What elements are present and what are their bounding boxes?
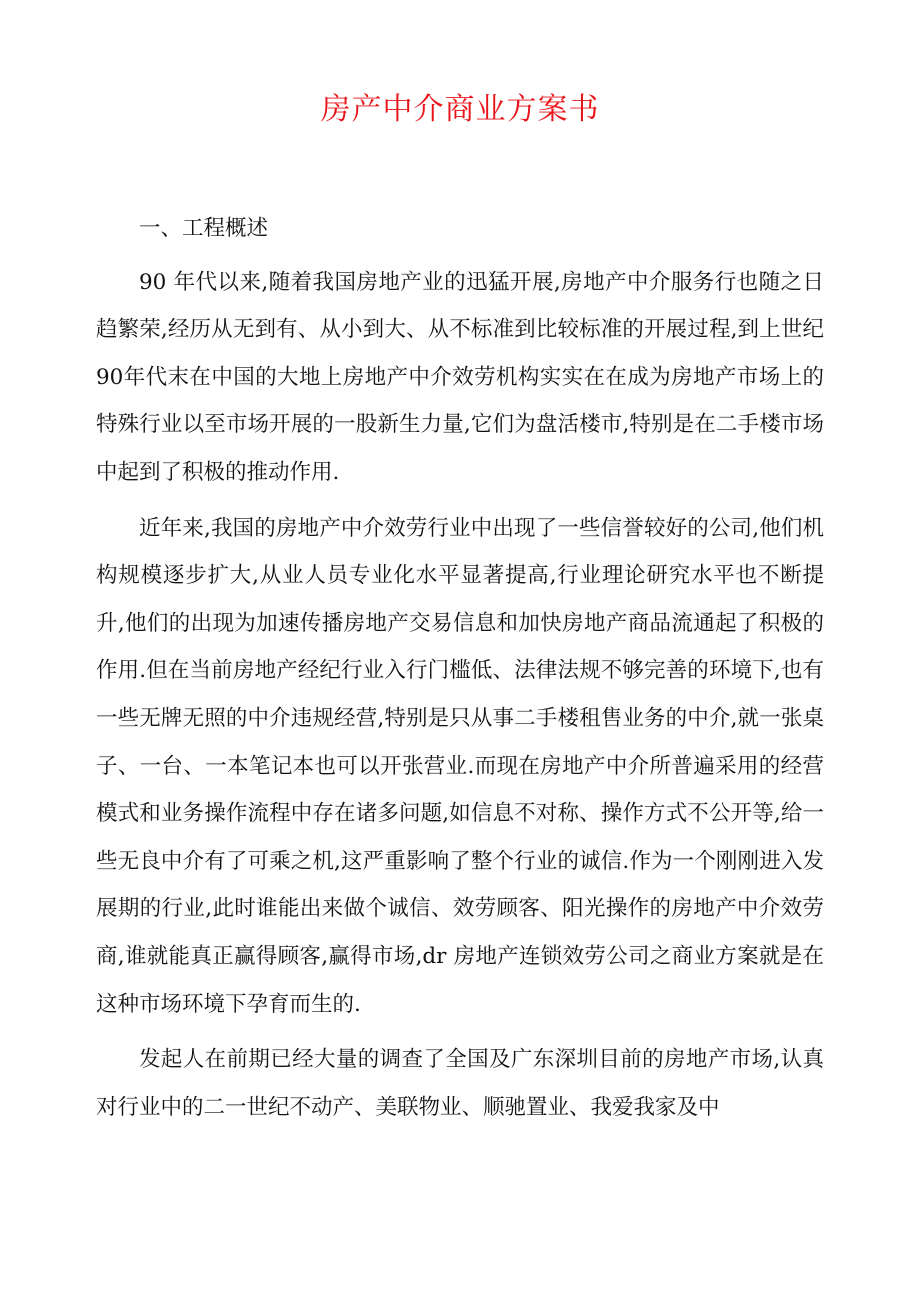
paragraph-3: 发起人在前期已经大量的调查了全国及广东深圳目前的房地产市场,认真对行业中的二一世纪不动产、美联物业、顺驰置业、我爱我家及中 — [96, 1047, 824, 1120]
paragraph-1: 90 年代以来,随着我国房地产业的迅猛开展,房地产中介服务行也随之日趋繁荣,经历从无到有、从小到大、从不标准到比较标准的开展过程,到上世纪90年代末在中国的大地上房地产中介效劳机构实实在在成为房地产市场上的特殊行业以至市场开展的一股新生力量,它们为盘活楼市,特别是在二手楼市场中起到了积极的推动作用. — [96, 269, 824, 485]
section-heading: 一、工程概述 — [139, 216, 269, 241]
document-title: 房产中介商业方案书 — [320, 92, 600, 127]
document-body — [96, 205, 824, 1131]
paragraph-2: 近年来,我国的房地产中介效劳行业中出现了一些信誉较好的公司,他们机构规模逐步扩大,从业人员专业化水平显著提高,行业理论研究水平也不断提升,他们的出现为加速传播房地产交易信息和加快房地产商品流通起了积极的作用.但在当前房地产经纪行业入行门槛低、法律法规不够完善的环境下,也有一些无牌无照的中介违规经营,特别是只从事二手楼租售业务的中介,就一张桌子、一台、一本笔记本也可以开张营业.而现在房地产中介所普遍采用的经营模式和业务操作流程中存在诸多问题,如信息不对称、操作方式不公开等,给一些无良中介有了可乘之机,这严重影响了整个行业的诚信.作为一个刚刚进入发展期的行业,此时谁能出来做个诚信、效劳顾客、阳光操作的房地产中介效劳商,谁就能真正赢得顾客,赢得市场,dr 房地产连锁效劳公司之商业方案就是在这种市场环境下孕育而生的. — [96, 515, 824, 1017]
